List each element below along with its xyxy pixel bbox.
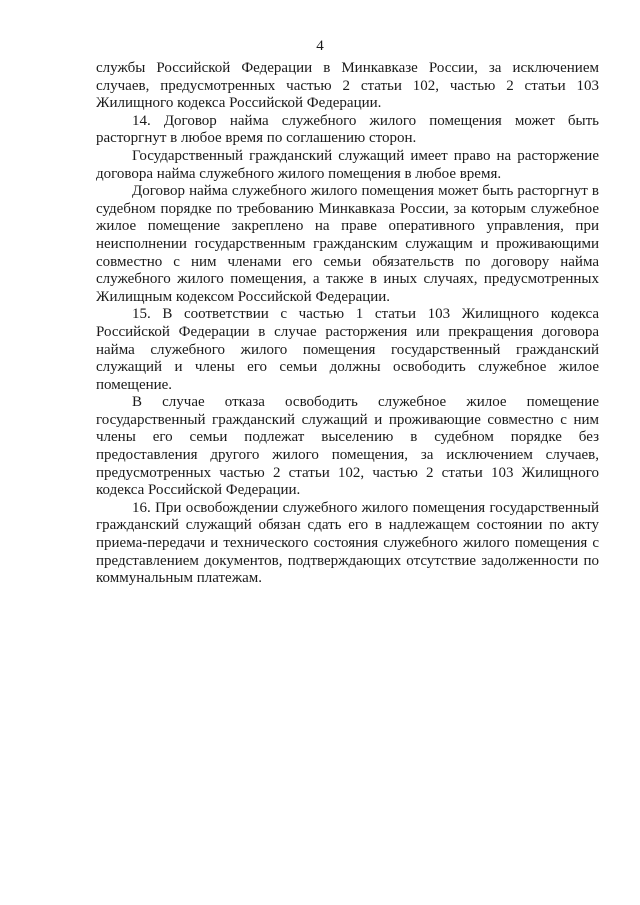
- page-number: 4: [316, 38, 324, 54]
- paragraph-clause-15: 15. В соответствии с частью 1 статьи 103 Жилищного кодекса Российской Федерации в случае расторжения или прекращения договора найма служебного жилого помещения государственный гражданский служащий и члены его семьи должны освободить служебное жилое помещение.: [96, 306, 599, 393]
- paragraph-continuation: службы Российской Федерации в Минкавказе России, за исключением случаев, предусмотренных частью 2 статьи 102, частью 2 статьи 103 Жилищного кодекса Российской Федерации.: [96, 60, 599, 112]
- paragraph-clause-14: 14. Договор найма служебного жилого помещения может быть расторгнут в любое время по соглашению сторон.: [96, 112, 599, 147]
- paragraph-clause-16: 16. При освобождении служебного жилого помещения государственный гражданский служащий обязан сдать его в надлежащем состоянии по акту приема-передачи и технического состояния служебного жилого помещения с представлением документов, подтверждающих отсутствие задолженности по коммунальным платежам.: [96, 499, 599, 587]
- document-body: [96, 60, 599, 588]
- paragraph-court-termination: Договор найма служебного жилого помещения может быть расторгнут в судебном порядке по требованию Минкавказа России, за которым служебное жилое помещение закреплено на праве оперативного управления, при неисполнении государственным гражданским служащим и проживающими совместно с ним членами его семьи обязательств по договору найма служебного жилого помещения, а также в иных случаях, предусмотренных Жилищным кодексом Российской Федерации.: [96, 183, 599, 305]
- paragraph-termination-right: Государственный гражданский служащий имеет право на расторжение договора найма служебного жилого помещения в любое время.: [96, 147, 599, 182]
- paragraph-eviction: В случае отказа освободить служебное жилое помещение государственный гражданский служащий и проживающие совместно с ним члены его семьи подлежат выселению в судебном порядке без предоставления другого жилого помещения, за исключением случаев, предусмотренных частью 2 статьи 102, частью 2 статьи 103 Жилищного кодекса Российской Федерации.: [96, 394, 599, 499]
